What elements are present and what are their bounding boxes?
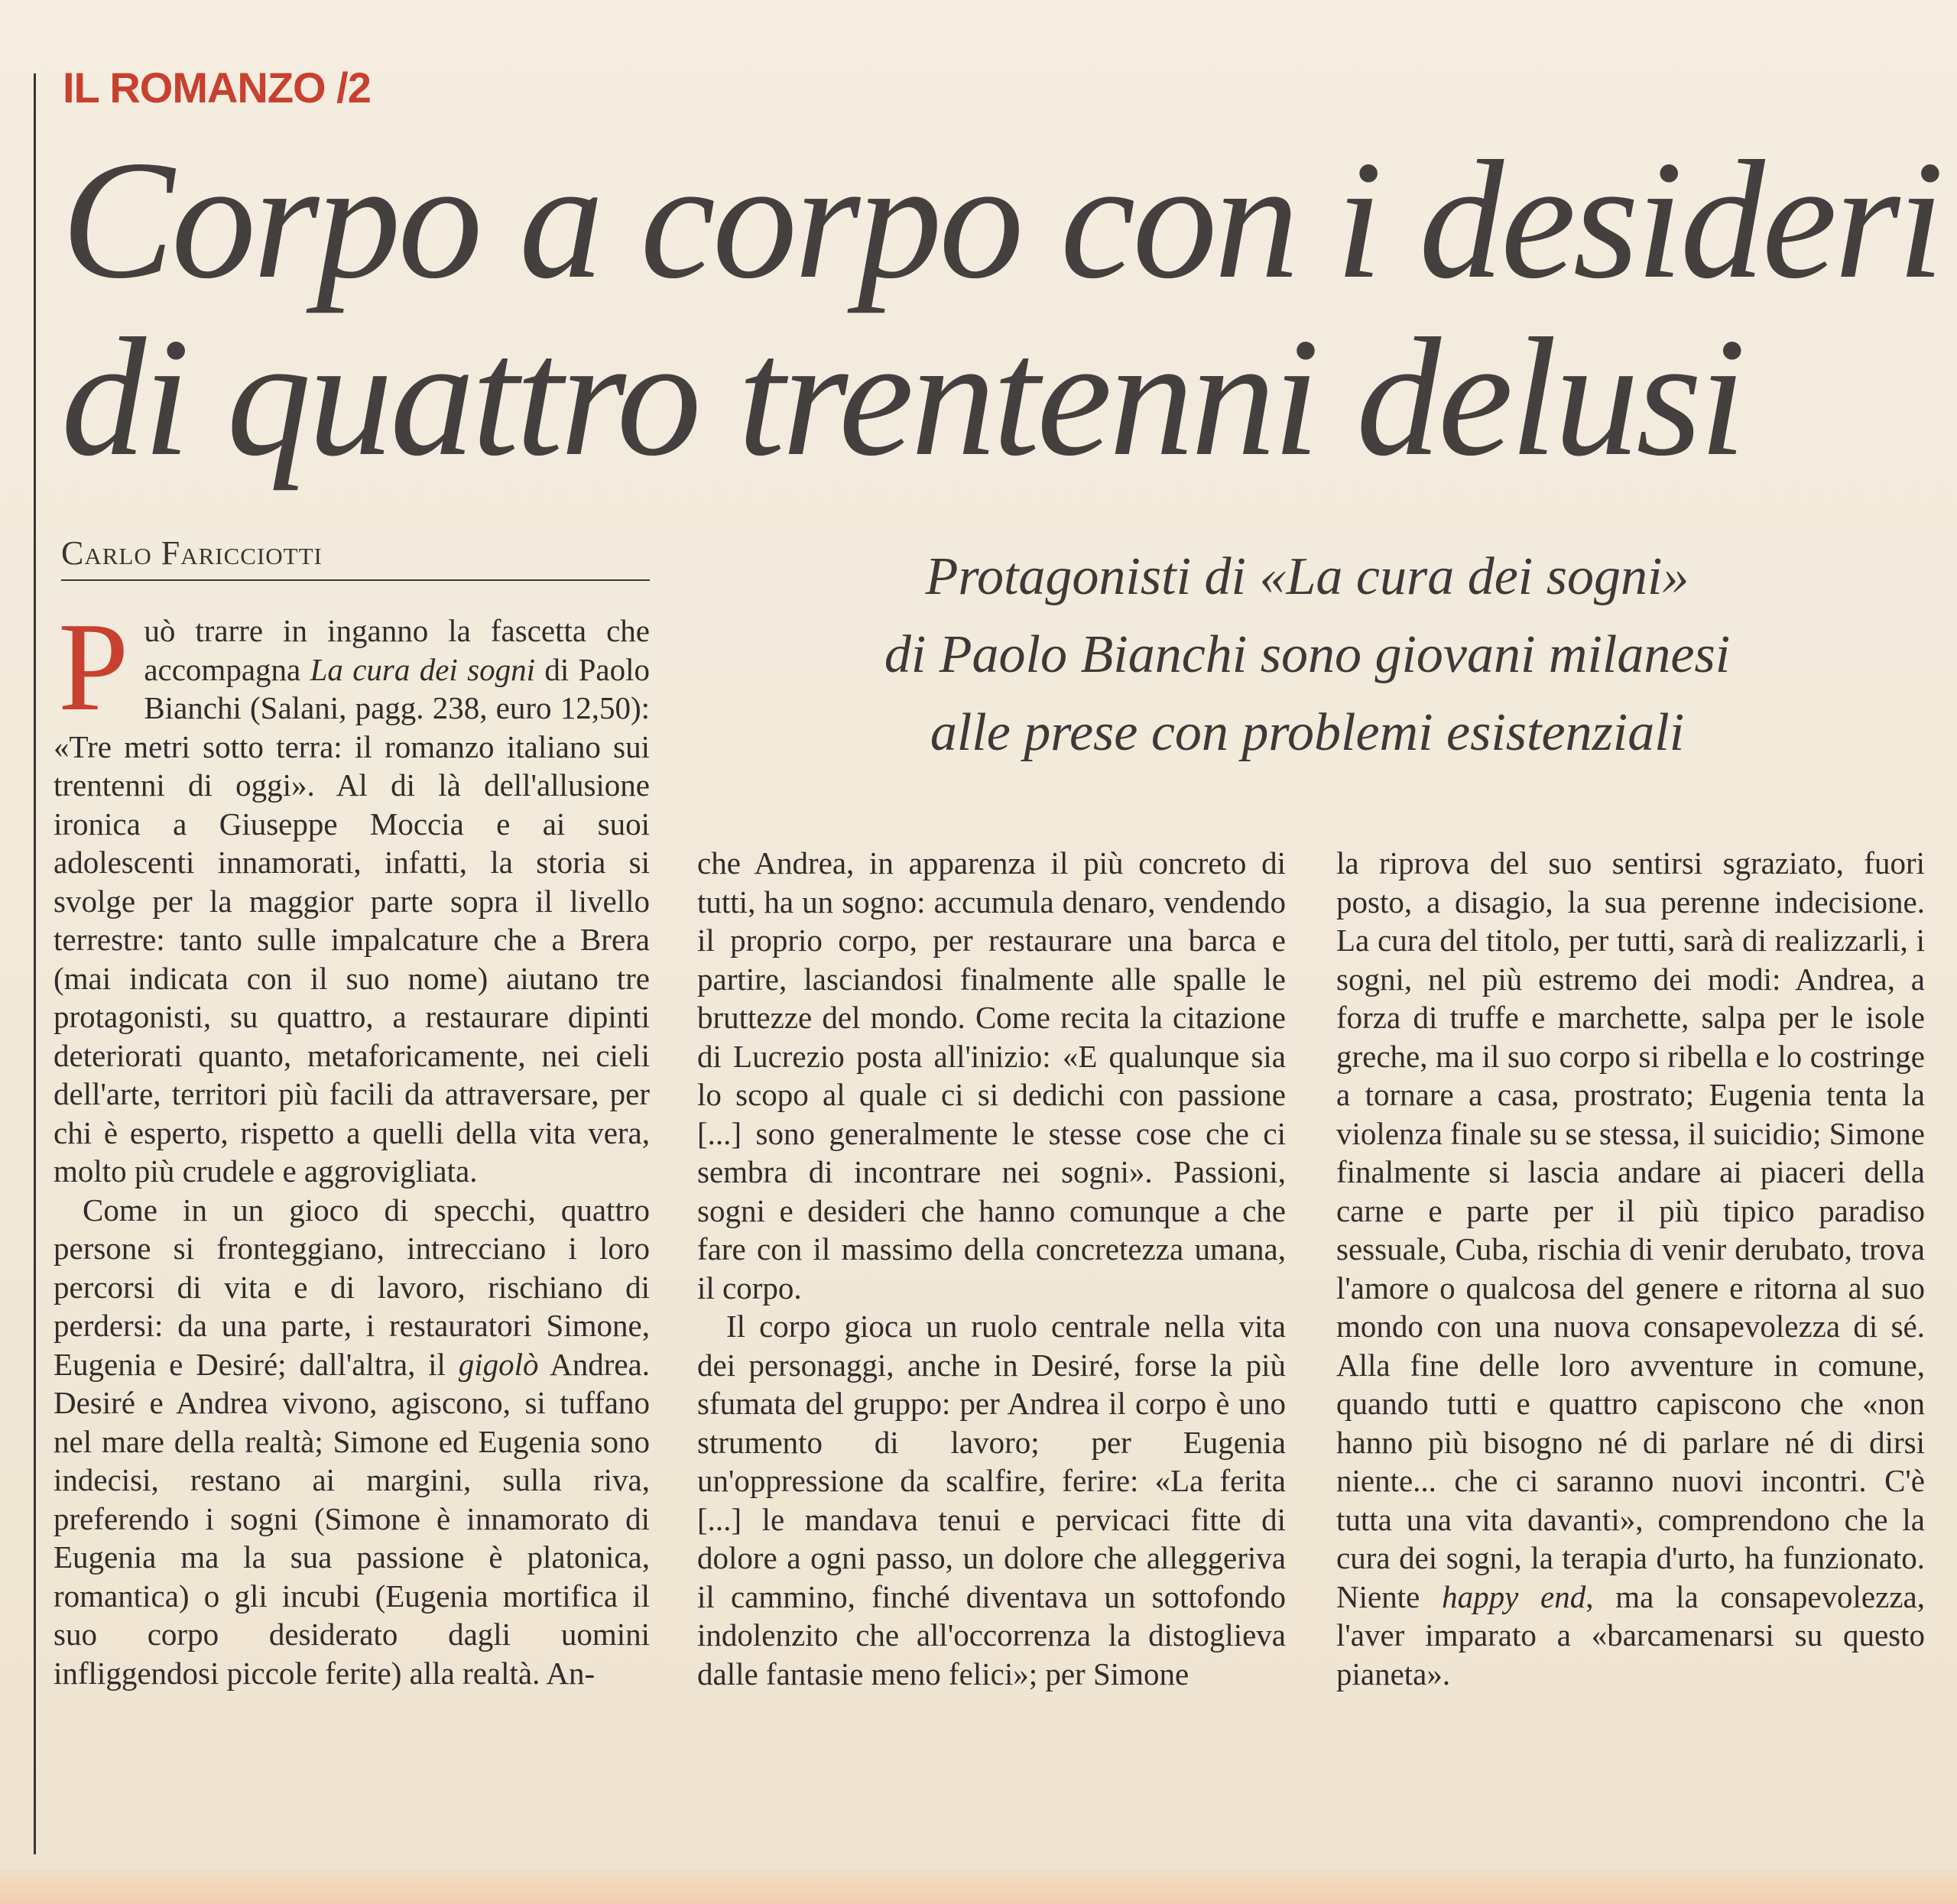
paragraph-4: Il corpo gioca un ruolo centrale nella vita dei personaggi, anche in Desiré, forse la più sfumata del gruppo: per Andrea il corpo è uno strumento di lavoro; per Eugenia un'oppressione da scalfire, ferire: «La ferita [...] le mandava tenui e pervicaci fitte di dolore a ogni passo, un dolore che alleggeriva il cammino, finché diventava un sottofondo indolenzito che all'occorrenza la distoglieva dalle fantasie meno felici»; per Simone: [697, 1309, 1286, 1692]
paragraph-3: che Andrea, in apparenza il più concreto di tutti, ha un sogno: accumula denaro, vendendo il proprio corpo, per restaurare una barca e partire, lasciandosi finalmente alle spalle le bruttezze del mondo. Come recita la citazione di Lucrezio posta all'inizio: «E qualunque sia lo scopo al quale ci si dedichi con passione [...] sono generalmente le stesse cose che ci sembra di incontrare nei sogni». Passioni, sogni e desideri che hanno comunque a che fare con il massimo della concretezza umana, il corpo.: [697, 845, 1286, 1306]
paragraph-2-text-b: Andrea. Desiré e Andrea vivono, agiscono, si tuffano nel mare della realtà; Simone ed Eugenia sono indecisi, restano ai margini, sulla riva, preferendo i sogni (Simone è innamorato di Eugenia ma la sua passione è platonica, romantica) o gli incubi (Eugenia mortifica il suo corpo desiderato dagli uomini infliggendosi piccole ferite) alla realtà. An-: [54, 1346, 650, 1691]
paragraph-1-text-b: di Paolo Bianchi (Salani, pagg. 238, euro 12,50): «Tre metri sotto terra: il romanzo italiano sui trentenni di oggi». Al di là dell'allusione ironica a Giuseppe Moccia e ai suoi adolescenti innamorati, infatti, la storia si svolge per la maggior parte sopra il livello terrestre: tanto sulle impalcature che a Brera (mai indicata con il suo nome) aiutano tre protagonisti, su quattro, a restaurare dipinti deteriorati quanto, metaforicamente, nei cieli dell'arte, territori più facili da attraversare, per chi è esperto, rispetto a quelli della vita vera, molto più crudele e aggrovigliata.: [54, 651, 650, 1189]
book-title: La cura dei sogni: [310, 651, 535, 687]
left-column-rule: [34, 73, 36, 1854]
gigolo-word: gigolò: [458, 1346, 539, 1382]
paragraph-2: [54, 1191, 650, 1693]
headline-line-2: di quattro trentenni delusi: [61, 303, 1744, 491]
headline: [61, 126, 1942, 491]
body-column-1: [54, 596, 650, 1692]
body-column-3: [1336, 844, 1925, 1693]
paragraph-5-text-a: la riprova del suo sentirsi sgraziato, fuori posto, a disagio, la sua perenne indecisione. La cura del titolo, per tutti, sarà di realizzarli, i sogni, nel più estremo dei modi: Andrea, a forza di truffe e marchette, salpa per le isole greche, ma il suo corpo si ribella e lo costringe a tornare a casa, prostrato; Eugenia tenta la violenza finale su se stessa, il suicidio; Simone finalmente si lascia andare ai piaceri della carne e parte per il più tipico paradiso sessuale, Cuba, rischia di venir derubato, trova l'amore o qualcosa del genere e ritorna al suo mondo con una nuova consapevolezza di sé. Alla fine delle loro avventure in comune, quando tutti e quattro capiscono che «non hanno più bisogno né di parlare né di dirsi niente... che ci saranno nuovi incontri. C'è tutta una vita davanti», comprendono che la cura dei sogni, la terapia d'urto, ha funzionato. Niente: [1336, 845, 1925, 1614]
paragraph-1: [54, 596, 650, 1191]
paragraph-5: [1336, 844, 1925, 1693]
section-kicker: IL ROMANZO /2: [63, 63, 371, 112]
paragraph-5-text-b: , ma la consapevolezza, l'aver imparato a «barcamenarsi su questo pianeta».: [1336, 1578, 1925, 1692]
drop-cap: P: [58, 596, 129, 737]
paragraph-1-text-a: uò trarre in inganno la fascetta che accompagna: [144, 613, 650, 687]
deck-line-2: di Paolo Bianchi sono giovani milanesi: [884, 625, 1731, 684]
page-edge-tint: [0, 1870, 1957, 1904]
headline-line-1: Corpo a corpo con i desideri: [61, 126, 1942, 314]
paragraph-2-text-a: Come in un gioco di specchi, quattro persone si fronteggiano, intrecciano i loro percorsi di vita e di lavoro, rischiano di perdersi: da una parte, i restauratori Simone, Eugenia e Desiré; dall'altra, il: [54, 1192, 650, 1382]
deck-line-1: Protagonisti di «La cura dei sogni»: [925, 547, 1689, 606]
deck-line-3: alle prese con problemi esistenziali: [930, 703, 1685, 762]
deck-subheadline: [734, 538, 1881, 772]
body-column-2: [697, 844, 1286, 1693]
byline: Carlo Faricciotti: [61, 532, 650, 581]
happy-end-phrase: happy end: [1442, 1578, 1586, 1614]
